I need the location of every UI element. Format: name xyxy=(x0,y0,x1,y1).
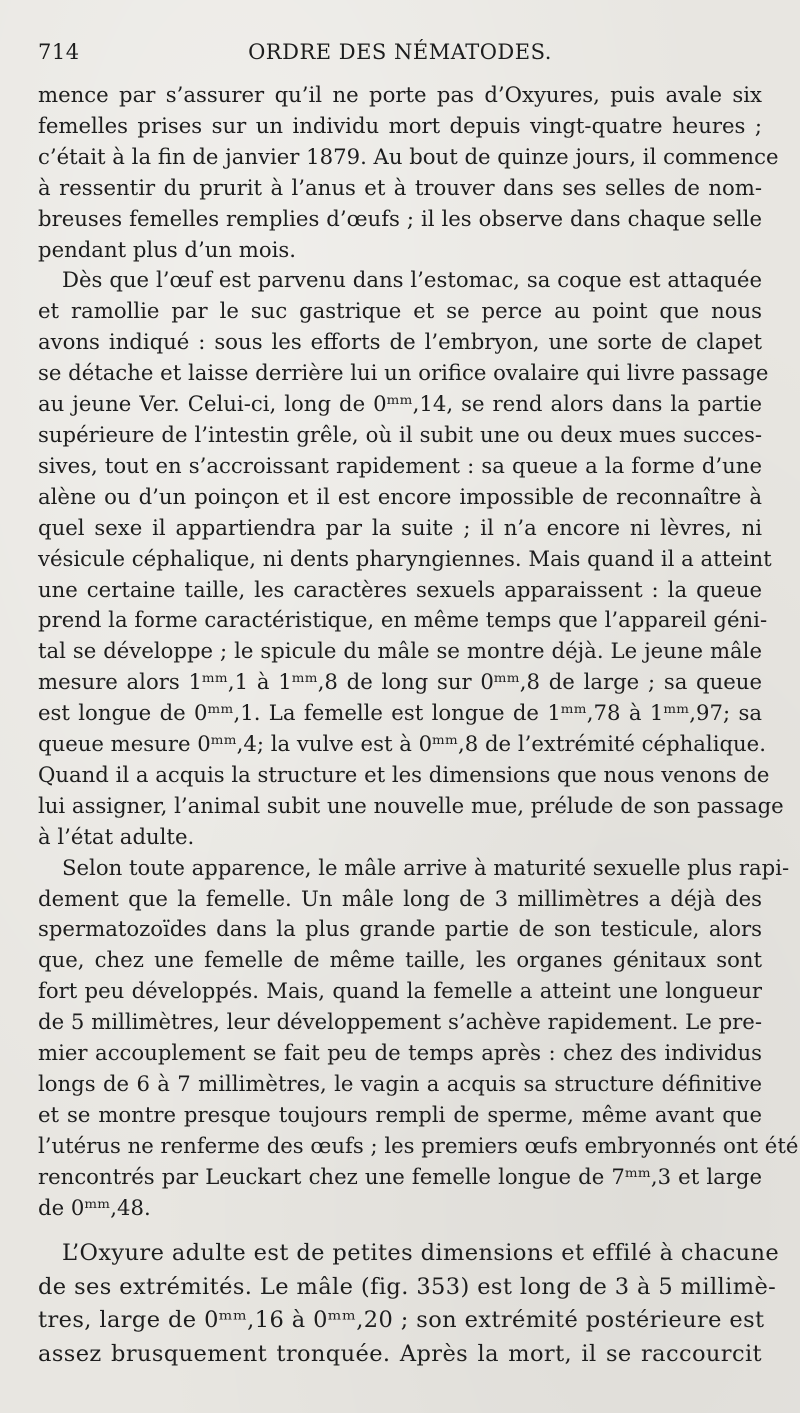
text-line: lui assigner, l’animal subit une nouvelle mue, prélude de son passage xyxy=(38,792,784,818)
body-text xyxy=(38,80,799,1224)
text-line: une certaine taille, les caractères sexuels apparaissent : la queue xyxy=(38,576,762,602)
section-line: tres, large de 0ᵐᵐ,16 à 0ᵐᵐ,20 ; son extrémité postérieure est xyxy=(38,1307,765,1333)
text-line: mesure alors 1ᵐᵐ,1 à 1ᵐᵐ,8 de long sur 0ᵐᵐ,8 de large ; sa queue xyxy=(38,669,762,695)
text-line: breuses femelles remplies d’œufs ; il les observe dans chaque selle xyxy=(38,205,762,231)
text-line: femelles prises sur un individu mort depuis vingt-quatre heures ; xyxy=(38,112,762,138)
text-line: Selon toute apparence, le mâle arrive à maturité sexuelle plus rapi- xyxy=(62,854,790,880)
text-line: longs de 6 à 7 millimètres, le vagin a acquis sa structure définitive xyxy=(38,1071,762,1096)
text-line: sives, tout en s’accroissant rapidement : sa queue a la forme d’une xyxy=(38,452,762,478)
text-line: à ressentir du prurit à l’anus et à trouver dans ses selles de nom- xyxy=(38,174,762,200)
text-line: avons indiqué : sous les efforts de l’embryon, une sorte de clapet xyxy=(38,329,762,355)
text-line: de 0ᵐᵐ,48. xyxy=(38,1194,151,1220)
text-line: mier accouplement se fait peu de temps après : chez des individus xyxy=(38,1040,762,1066)
text-line: fort peu développés. Mais, quand la femelle a atteint une longueur xyxy=(38,978,762,1004)
section-text xyxy=(38,1237,780,1371)
text-line: au jeune Ver. Celui-ci, long de 0ᵐᵐ,14, se rend alors dans la partie xyxy=(38,391,762,417)
text-line: spermatozoïdes dans la plus grande partie de son testicule, alors xyxy=(38,916,762,942)
text-line: supérieure de l’intestin grêle, où il subit une ou deux mues succes- xyxy=(38,421,762,447)
text-line: est longue de 0ᵐᵐ,1. La femelle est longue de 1ᵐᵐ,78 à 1ᵐᵐ,97; sa xyxy=(38,700,762,726)
text-line: quel sexe il appartiendra par la suite ; il n’a encore ni lèvres, ni xyxy=(38,514,762,540)
text-line: c’était à la fin de janvier 1879. Au bout de quinze jours, il commence xyxy=(38,143,779,169)
page-header xyxy=(38,40,762,74)
text-line: queue mesure 0ᵐᵐ,4; la vulve est à 0ᵐᵐ,8 de l’extrémité céphalique. xyxy=(38,731,766,757)
text-line: mence par s’assurer qu’il ne porte pas d’Oxyures, puis avale six xyxy=(38,82,762,107)
text-line: rencontrés par Leuckart chez une femelle longue de 7ᵐᵐ,3 et large xyxy=(38,1163,762,1189)
text-line: l’utérus ne renferme des œufs ; les premiers œufs embryonnés ont été xyxy=(38,1132,799,1158)
text-line: vésicule céphalique, ni dents pharyngiennes. Mais quand il a atteint xyxy=(38,545,772,571)
text-line: prend la forme caractéristique, en même temps que l’appareil géni- xyxy=(38,607,768,633)
text-line: Dès que l’œuf est parvenu dans l’estomac, sa coque est attaquée xyxy=(62,267,762,293)
section-line: de ses extrémités. Le mâle (fig. 353) est long de 3 à 5 millimè- xyxy=(38,1273,777,1300)
text-line: se détache et laisse derrière lui un orifice ovalaire qui livre passage xyxy=(38,360,769,386)
text-line: et ramollie par le suc gastrique et se perce au point que nous xyxy=(38,298,762,324)
text-line: tal se développe ; le spicule du mâle se montre déjà. Le jeune mâle xyxy=(38,638,762,664)
text-line: Quand il a acquis la structure et les dimensions que nous venons de xyxy=(38,761,770,787)
section-line: assez brusquement tronquée. Après la mort, il se raccourcit xyxy=(38,1340,762,1367)
page-number: 714 xyxy=(38,40,80,64)
text-line: pendant plus d’un mois. xyxy=(38,236,296,262)
running-title: ORDRE DES NÉMATODES. xyxy=(248,40,552,64)
text-line: que, chez une femelle de même taille, les organes génitaux sont xyxy=(38,947,762,973)
text-line: alène ou d’un poinçon et il est encore impossible de reconnaître à xyxy=(38,483,762,509)
text-line: dement que la femelle. Un mâle long de 3 millimètres a déjà des xyxy=(38,885,762,911)
text-line: à l’état adulte. xyxy=(38,823,195,849)
section-line: L’Oxyure adulte est de petites dimensions et effilé à chacune xyxy=(62,1240,780,1266)
text-line: de 5 millimètres, leur développement s’achève rapidement. Le pre- xyxy=(38,1009,762,1035)
text-line: et se montre presque toujours rempli de sperme, même avant que xyxy=(38,1101,762,1127)
